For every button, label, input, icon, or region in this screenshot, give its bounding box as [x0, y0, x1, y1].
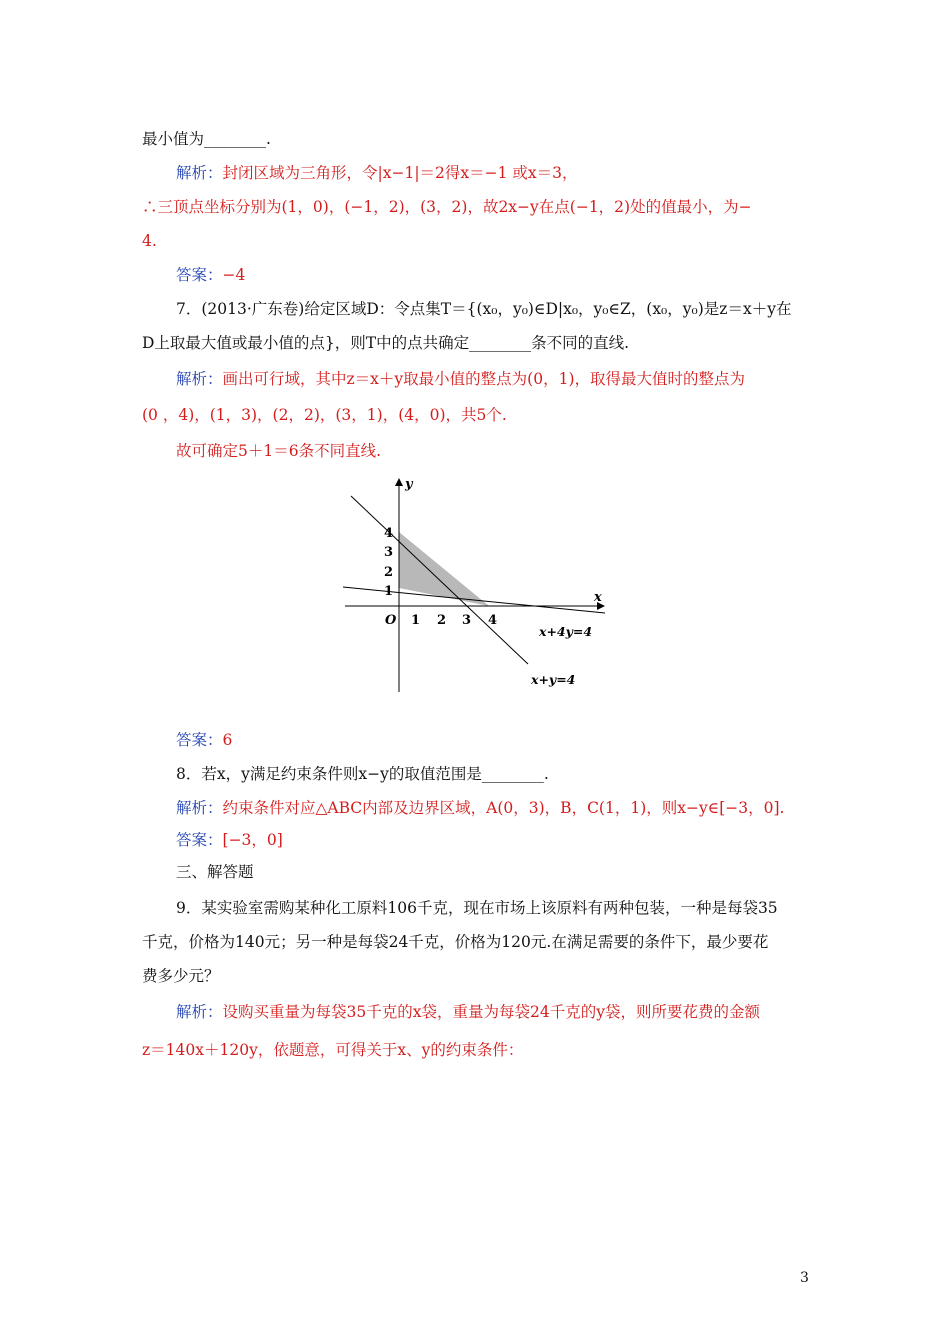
analysis-7-line-3: 故可确定5＋1＝6条不同直线. [176, 442, 382, 460]
question-7: 7．(2013·广东卷)给定区域D：令点集T＝{(x₀，y₀)∈D|x₀，y₀∈Z，(x₀，y₀)是z＝x＋y在 [176, 300, 792, 318]
analysis-9-line-2: z＝140x＋120y，依题意，可得关于x、y的约束条件： [142, 1041, 524, 1059]
y-axis-label: y [405, 477, 413, 492]
analysis-8: 解析：约束条件对应△ABC内部及边界区域，A(0，3)，B，C(1，1)，则x−y∈[−3，0]. [176, 799, 785, 817]
question-9-line-2: 千克，价格为140元；另一种是每袋24千克，价格为120元.在满足需要的条件下，最少要花 [142, 933, 769, 951]
x-tick-label: 4 [488, 613, 498, 628]
analysis-7-line-2: (0 ，4)，(1，3)，(2，2)，(3，1)，(4，0)，共5个. [142, 406, 507, 424]
question-7-line-2: D上取最大值或最小值的点}，则T中的点共确定________条不同的直线. [142, 334, 630, 352]
analysis-7: 解析：画出可行域，其中z＝x＋y取最小值的整点为(0，1)，取得最大值时的整点为 [176, 370, 745, 388]
x-axis-label: x [594, 590, 602, 605]
analysis-label: 解析： [176, 799, 223, 817]
question-9: 9．某实验室需购某种化工原料106千克，现在市场上该原料有两种包装，一种是每袋35 [176, 899, 778, 917]
x-tick-label: 2 [437, 613, 447, 628]
y-tick-label: 1 [384, 584, 394, 599]
answer-label: 答案： [176, 266, 223, 284]
line-1: 最小值为________. [142, 130, 271, 148]
page-number: 3 [800, 1270, 809, 1286]
analysis-6-line-3: 4. [142, 232, 157, 250]
y-tick-label: 3 [384, 545, 394, 560]
analysis-6: 解析：封闭区域为三角形，令|x−1|＝2得x＝−1 或x＝3， [176, 164, 578, 182]
answer-6: 答案：−4 [176, 266, 246, 284]
x-tick-label: 3 [462, 613, 472, 628]
question-8: 8．若x，y满足约束条件则x−y的取值范围是________. [176, 765, 549, 783]
section-heading: 三、解答题 [176, 863, 254, 881]
answer-label: 答案： [176, 731, 223, 749]
line-label-x-plus-y: x+y=4 [531, 672, 576, 687]
analysis-9: 解析：设购买重量为每袋35千克的x袋，重量为每袋24千克的y袋，则所要花费的金额 [176, 1003, 760, 1021]
analysis-label: 解析： [176, 1003, 223, 1021]
analysis-label: 解析： [176, 164, 223, 182]
answer-8: 答案：[−3，0] [176, 831, 283, 849]
answer-7: 答案：6 [176, 731, 233, 749]
question-9-line-3: 费多少元？ [142, 967, 220, 985]
analysis-label: 解析： [176, 370, 223, 388]
y-tick-label: 4 [384, 526, 394, 541]
feasible-region-figure [343, 474, 613, 694]
analysis-6-line-2: ∴三顶点坐标分别为(1，0)，(−1，2)，(3，2)，故2x−y在点(−1，2)处的值最小，为− [142, 198, 752, 216]
origin-label: O [385, 613, 397, 628]
y-tick-label: 2 [384, 565, 394, 580]
line-label-x-plus-4y: x+4y=4 [539, 624, 593, 639]
x-tick-label: 1 [411, 613, 421, 628]
answer-label: 答案： [176, 831, 223, 849]
